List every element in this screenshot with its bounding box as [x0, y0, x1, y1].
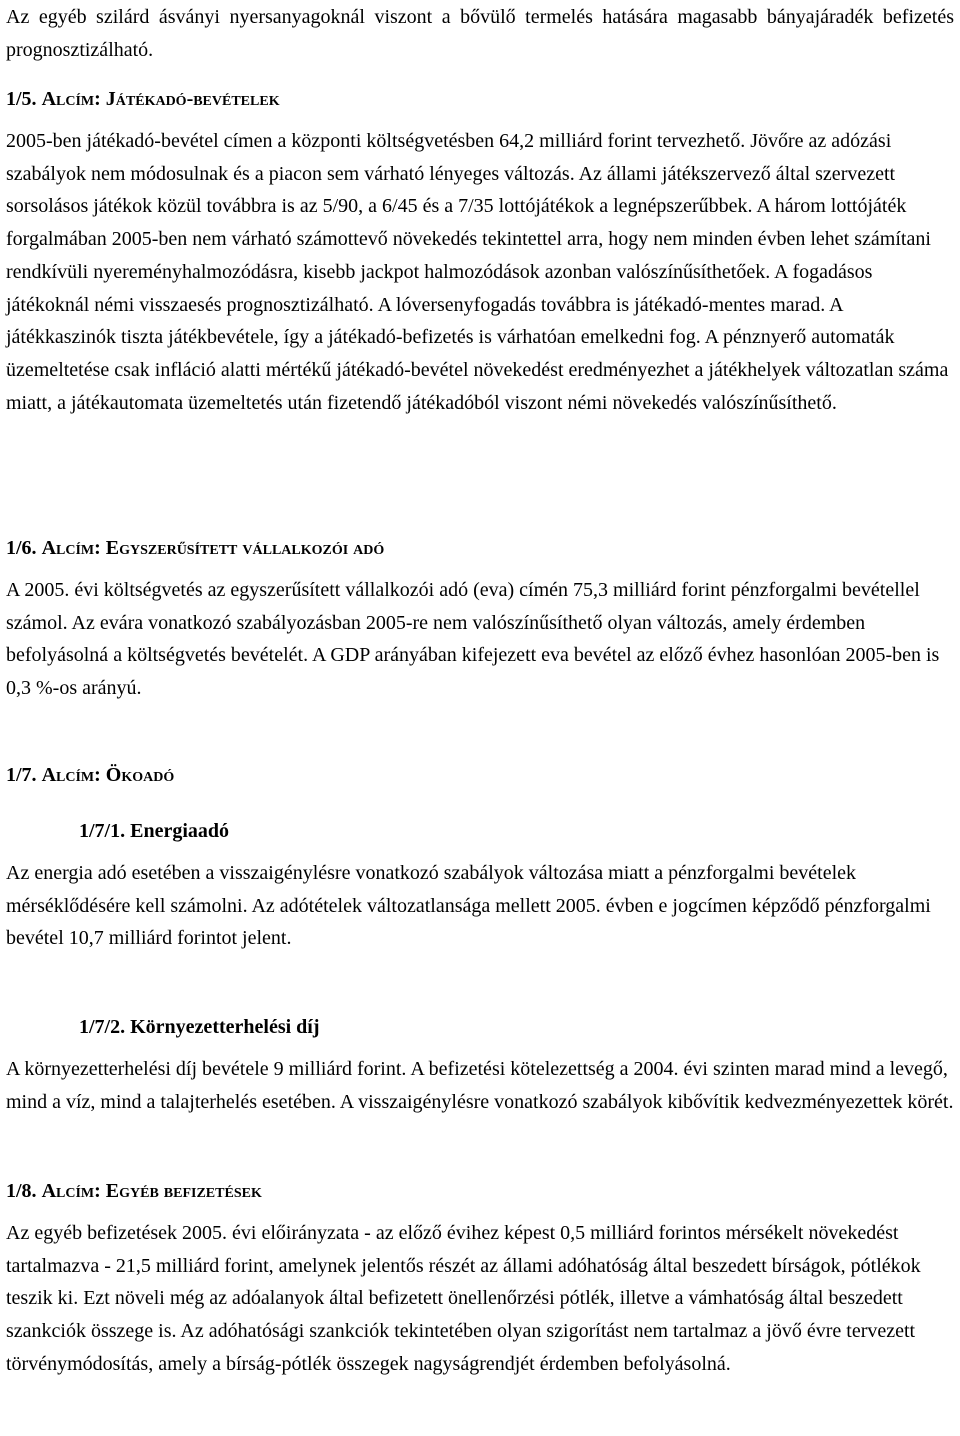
heading-1-7-1: [79, 815, 229, 848]
section-title: Alcím: Egyéb befizetések: [41, 1180, 262, 1202]
heading-1-7-2: [79, 1011, 320, 1044]
section-title: Környezetterhelési díj: [130, 1016, 320, 1038]
section-number: 1/7.: [6, 764, 37, 786]
intro-paragraph: Az egyéb szilárd ásványi nyersanyagoknál viszont a bővülő termelés hatására magasabb bányajáradék befizetés prognosztizálható.: [6, 6, 954, 61]
paragraph-1-6: A 2005. évi költségvetés az egyszerűsített vállalkozói adó (eva) címén 75,3 milliárd forint pénzforgalmi bevétellel számol. Az evára vonatkozó szabályozásban 2005-re nem valószínűsíthető olyan változás, amely érdemben befolyásolná a költségvetés bevételét. A GDP arányában kifejezett eva bevétel az előző évhez hasonlóan 2005-ben is 0,3 %-os arányú.: [6, 579, 940, 700]
paragraph-1-7-2: A környezetterhelési díj bevétele 9 milliárd forint. A befizetési kötelezettség a 2004. évi szinten marad mind a levegő, mind a víz, mind a talajterhelés esetében. A visszaigénylésre vonatkozó szabályok kibővítik kedvezményezettek körét.: [6, 1058, 954, 1113]
heading-1-6: [6, 532, 384, 565]
section-number: 1/7/1.: [79, 820, 126, 842]
heading-1-7: [6, 759, 174, 792]
section-title: Alcím: Ökoadó: [41, 764, 175, 786]
section-number: 1/7/2.: [79, 1016, 126, 1038]
heading-1-5: [6, 83, 280, 116]
section-number: 1/5.: [6, 88, 37, 110]
section-number: 1/6.: [6, 537, 37, 559]
paragraph-1-7-1: Az energia adó esetében a visszaigénylésre vonatkozó szabályok változása miatt a pénzforgalmi bevételek mérséklődésére kell számolni. Az adótételek változatlansága mellett 2005. évben e jogcímen képződő pénzforgalmi bevétel 10,7 milliárd forintot jelent.: [6, 862, 931, 950]
section-title: Energiaadó: [130, 820, 230, 842]
section-title: Alcím: Játékadó-bevételek: [41, 88, 280, 110]
paragraph-1-8: Az egyéb befizetések 2005. évi előirányzata - az előző évihez képest 0,5 milliárd forintos mérsékelt növekedést tartalmazva - 21,5 milliárd forint, amelynek jelentős részét az állami adóhatóság által beszedett bírságok, pótlékok teszik ki. Ezt növeli még az adóalanyok által befizetett önellenőrzési pótlék, illetve a vámhatóság által beszedett szankciók összege is. Az adóhatósági szankciók tekintetében olyan szigorítást nem tartalmaz a jövő évre tervezett törvénymódosítás, amely a bírság-pótlék összegek nagyságrendjét érdemben befolyásolná.: [6, 1222, 921, 1375]
paragraph-1-5: 2005-ben játékadó-bevétel címen a központi költségvetésben 64,2 milliárd forint tervezhető. Jövőre az adózási szabályok nem módosulnak és a piacon sem várható lényeges változás. Az állami játékszervező által szervezett sorsolásos játékok közül továbbra is az 5/90, a 6/45 és a 7/35 lottójátékok a legnépszerűbbek. A három lottójáték forgalmában 2005-ben nem várható számottevő növekedés tekintettel arra, hogy nem minden évben lehet számítani rendkívüli nyereményhalmozódásra, kisebb jackpot halmozódások azonban valószínűsíthetőek. A fogadásos játékoknál némi visszaesés prognosztizálható. A lóversenyfogadás továbbra is játékadó-mentes marad. A játékkaszinók tiszta játékbevétele, így a játékadó-befizetés is várhatóan emelkedni fog. A pénznyerő automaták üzemeltetése csak infláció alatti mértékű játékadó-bevétel növekedést eredményezhet a játékhelyek változatlan száma miatt, a játékautomata üzemeltetés után fizetendő játékadóból viszont némi növekedés valószínűsíthető.: [6, 130, 949, 414]
heading-1-8: [6, 1175, 262, 1208]
section-title: Alcím: Egyszerűsített vállalkozói adó: [41, 537, 385, 559]
section-number: 1/8.: [6, 1180, 37, 1202]
